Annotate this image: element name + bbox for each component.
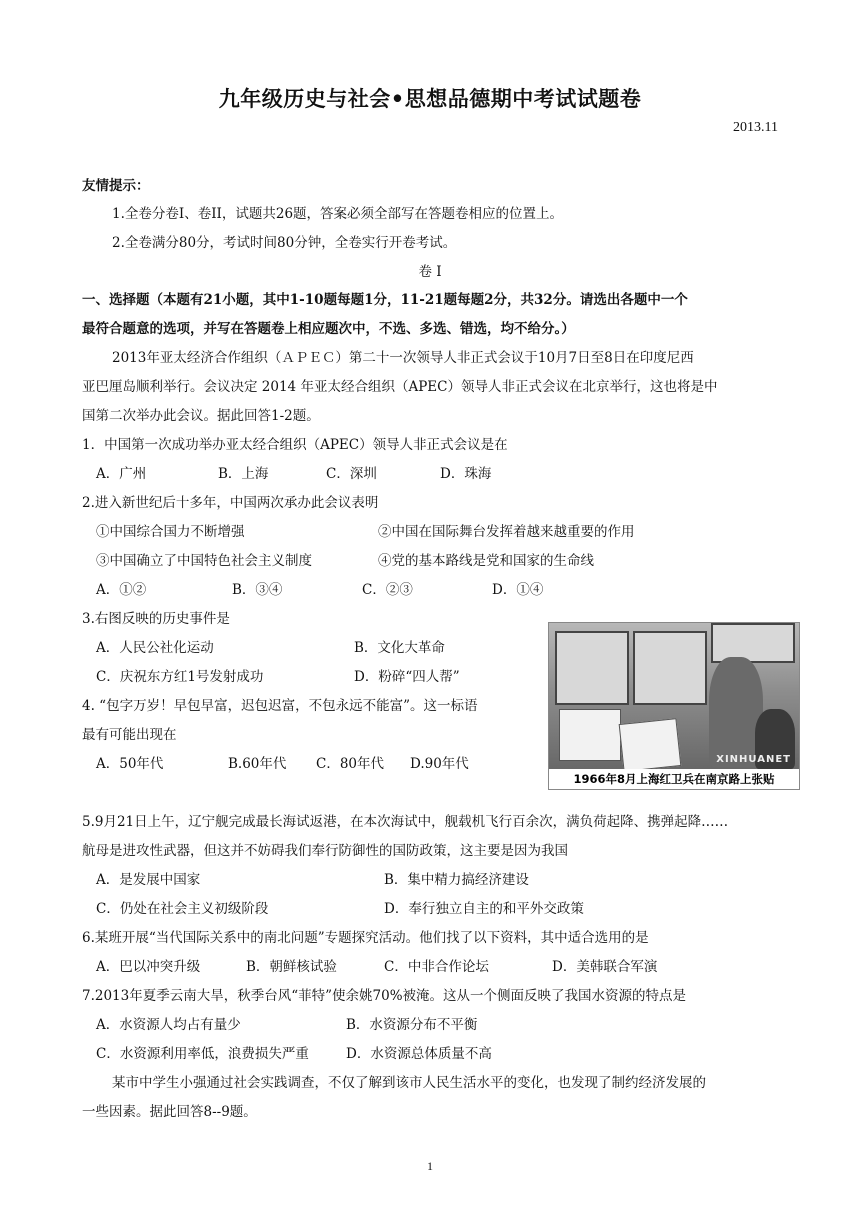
- question-1-stem: 1．中国第一次成功举办亚太经合组织（APEC）领导人非正式会议是在: [82, 437, 508, 453]
- question-2-option-b: B．③④: [232, 582, 283, 598]
- question-5-option-c: C．仍处在社会主义初级阶段: [96, 901, 269, 917]
- poster: [619, 718, 682, 772]
- question-1-option-c: C．深圳: [326, 466, 377, 482]
- question-4-stem-line-2: 最有可能出现在: [82, 727, 177, 743]
- tips-label: 友情提示：: [82, 178, 150, 194]
- page-title: 九年级历史与社会•思想品德期中考试试题卷: [218, 86, 642, 111]
- photo-caption: 1966年8月上海红卫兵在南京路上张贴: [549, 769, 799, 789]
- question-3-stem: 3.右图反映的历史事件是: [82, 611, 230, 627]
- question-7-option-b: B．水资源分布不平衡: [346, 1017, 478, 1033]
- question-4-option-a: A．50年代: [96, 756, 164, 772]
- question-2-option-d: D．①④: [492, 582, 544, 598]
- question-3-option-b: B．文化大革命: [354, 640, 445, 656]
- question-5-stem-line-1: 5.9月21日上午，辽宁舰完成最长海试返港，在本次海试中，舰载机飞行百余次，满负荷起降、携弹起降……: [82, 814, 729, 830]
- question-6-option-b: B．朝鲜核试验: [246, 959, 337, 975]
- question-4-stem-line-1: 4. “包字万岁！早包早富，迟包迟富，不包永远不能富”。这一标语: [82, 698, 478, 714]
- red-guard-photo: [548, 622, 800, 790]
- section-instructions-line-1: 一、选择题（本题有21小题，其中1-10题每题1分，11-21题每题2分，共32分。请选出各题中一个: [82, 292, 688, 308]
- question-2-statement-4: ④党的基本路线是党和国家的生命线: [378, 553, 594, 569]
- question-5-option-d: D．奉行独立自主的和平外交政策: [384, 901, 584, 917]
- context-1-line-3: 国第二次举办此会议。据此回答1-2题。: [82, 408, 320, 424]
- question-3-option-d: D．粉碎“四人帮”: [354, 669, 460, 685]
- question-1-option-a: A．广州: [96, 466, 147, 482]
- context-1-line-2: 亚巴厘岛顺利举行。会议决定 2014 年亚太经合组织（APEC）领导人非正式会议在北京举行，这也将是中: [82, 379, 718, 395]
- question-2-statement-2: ②中国在国际舞台发挥着越来越重要的作用: [378, 524, 635, 540]
- page-number: 1: [427, 1159, 433, 1173]
- volume-heading: 卷 I: [418, 264, 442, 280]
- question-5-stem-line-2: 航母是进攻性武器，但这并不妨碍我们奉行防御性的国防政策，这主要是因为我国: [82, 843, 568, 859]
- question-2-stem: 2.进入新世纪后十多年，中国两次承办此会议表明: [82, 495, 379, 511]
- window-pane: [711, 623, 795, 663]
- question-2-option-a: A．①②: [96, 582, 147, 598]
- question-5-option-b: B．集中精力搞经济建设: [384, 872, 529, 888]
- question-4-option-b: B.60年代: [228, 756, 287, 772]
- context-2-line-2: 一些因素。据此回答8--9题。: [82, 1104, 257, 1120]
- question-1-option-d: D．珠海: [440, 466, 492, 482]
- question-3-option-a: A．人民公社化运动: [96, 640, 214, 656]
- question-4-option-c: C．80年代: [316, 756, 385, 772]
- question-4-option-d: D.90年代: [410, 756, 469, 772]
- question-6-option-c: C．中非合作论坛: [384, 959, 489, 975]
- poster: [559, 709, 621, 761]
- question-7-option-a: A．水资源人均占有量少: [96, 1017, 241, 1033]
- question-7-option-d: D．水资源总体质量不高: [346, 1046, 492, 1062]
- question-6-option-a: A．巴以冲突升级: [96, 959, 201, 975]
- context-2-line-1: 某市中学生小强通过社会实践调查，不仅了解到该市人民生活水平的变化，也发现了制约经济发展的: [112, 1075, 706, 1091]
- question-3-option-c: C．庆祝东方红1号发射成功: [96, 669, 264, 685]
- question-2-statement-3: ③中国确立了中国特色社会主义制度: [96, 553, 312, 569]
- question-2-option-c: C．②③: [362, 582, 413, 598]
- window-pane: [555, 631, 629, 705]
- context-1-line-1: 2013年亚太经济合作组织（ＡＰＥＣ）第二十一次领导人非正式会议于10月7日至8日在印度尼西: [112, 350, 694, 366]
- question-5-option-a: A．是发展中国家: [96, 872, 201, 888]
- watermark: XINHUANET: [716, 754, 791, 765]
- window-pane: [633, 631, 707, 705]
- question-7-option-c: C．水资源利用率低，浪费损失严重: [96, 1046, 309, 1062]
- tip-item-2: 2.全卷满分80分，考试时间80分钟，全卷实行开卷考试。: [112, 235, 457, 251]
- tip-item-1: 1.全卷分卷I、卷II，试题共26题，答案必须全部写在答题卷相应的位置上。: [112, 206, 564, 222]
- question-7-stem: 7.2013年夏季云南大旱，秋季台风“菲特”使余姚70%被淹。这从一个侧面反映了我国水资源的特点是: [82, 988, 687, 1004]
- question-6-option-d: D．美韩联合军演: [552, 959, 658, 975]
- exam-date: 2013.11: [733, 120, 778, 135]
- section-instructions-line-2: 最符合题意的选项，并写在答题卷上相应题次中，不选、多选、错选，均不给分。）: [82, 321, 575, 337]
- question-6-stem: 6.某班开展“当代国际关系中的南北问题”专题探究活动。他们找了以下资料，其中适合选用的是: [82, 930, 649, 946]
- question-1-option-b: B．上海: [218, 466, 269, 482]
- question-2-statement-1: ①中国综合国力不断增强: [96, 524, 245, 540]
